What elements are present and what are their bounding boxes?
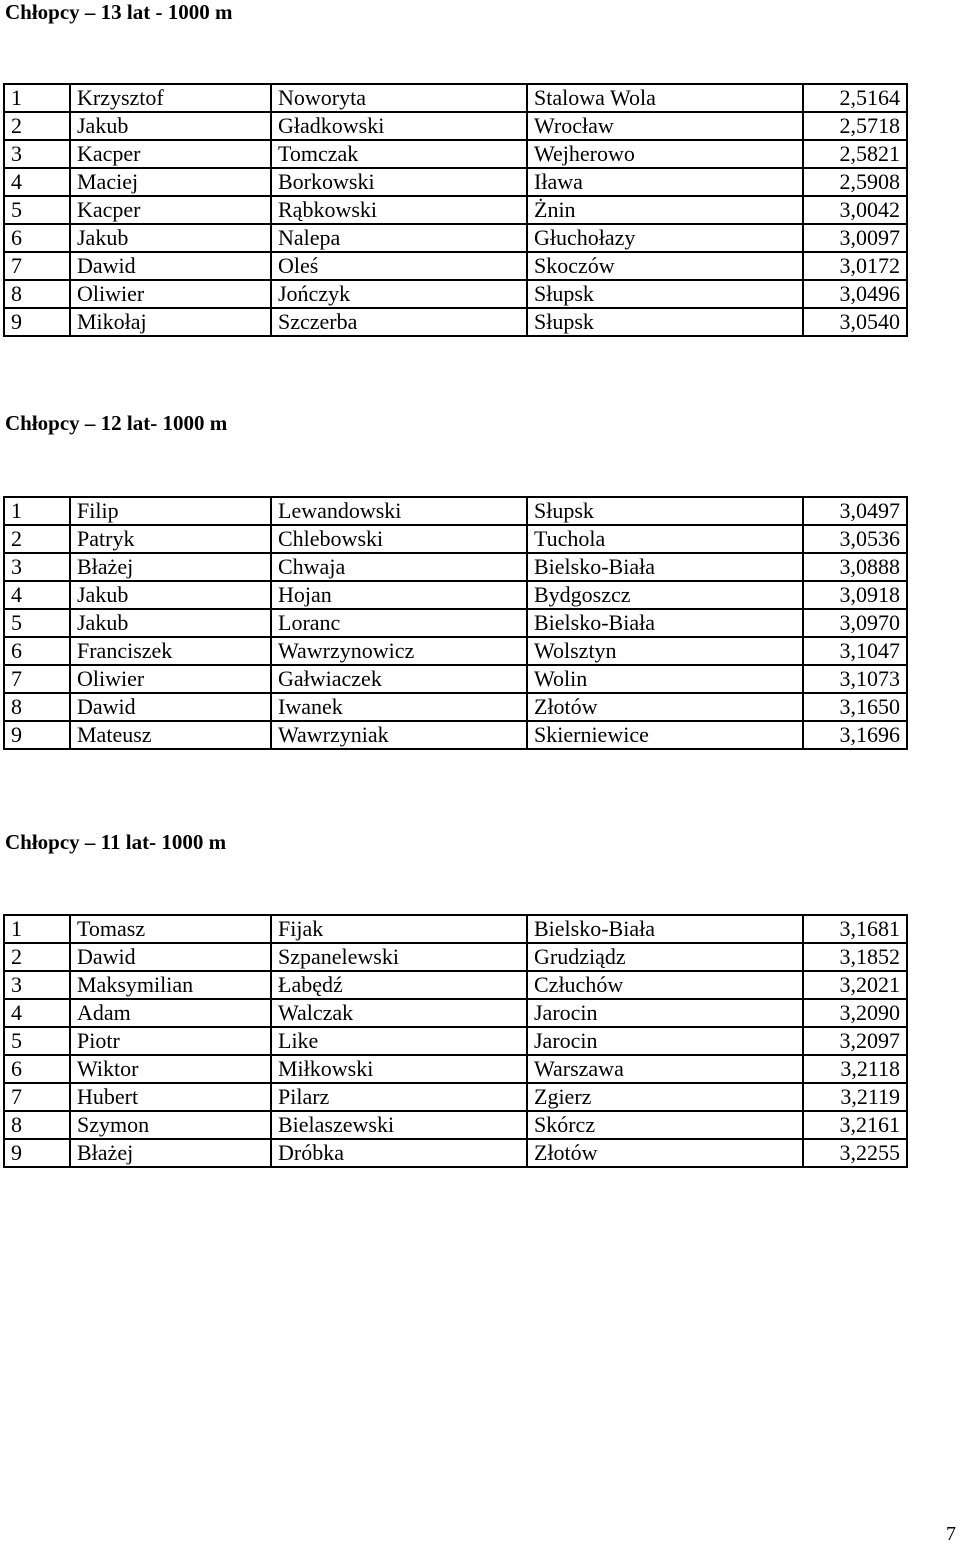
last-name-cell: Gładkowski — [271, 112, 527, 140]
last-name-cell: Like — [271, 1027, 527, 1055]
first-name-cell: Hubert — [70, 1083, 271, 1111]
time-cell: 3,0496 — [803, 280, 907, 308]
page-number: 7 — [946, 1523, 956, 1545]
time-cell: 3,0042 — [803, 196, 907, 224]
city-cell: Zgierz — [527, 1083, 803, 1111]
position-cell: 8 — [4, 280, 70, 308]
city-cell: Złotów — [527, 693, 803, 721]
position-cell: 3 — [4, 140, 70, 168]
time-cell: 3,0540 — [803, 308, 907, 336]
table-row — [4, 915, 907, 943]
time-cell: 3,1696 — [803, 721, 907, 749]
time-cell: 3,1852 — [803, 943, 907, 971]
position-cell: 9 — [4, 721, 70, 749]
table-row — [4, 609, 907, 637]
first-name-cell: Maksymilian — [70, 971, 271, 999]
last-name-cell: Łabędź — [271, 971, 527, 999]
city-cell: Wrocław — [527, 112, 803, 140]
position-cell: 1 — [4, 84, 70, 112]
last-name-cell: Oleś — [271, 252, 527, 280]
time-cell: 3,0888 — [803, 553, 907, 581]
last-name-cell: Hojan — [271, 581, 527, 609]
table-row — [4, 581, 907, 609]
time-cell: 3,0172 — [803, 252, 907, 280]
position-cell: 9 — [4, 1139, 70, 1167]
first-name-cell: Maciej — [70, 168, 271, 196]
last-name-cell: Wawrzyniak — [271, 721, 527, 749]
table-row — [4, 1055, 907, 1083]
results-table-13-lat — [3, 83, 908, 337]
table-row — [4, 693, 907, 721]
position-cell: 6 — [4, 1055, 70, 1083]
city-cell: Bielsko-Biała — [527, 553, 803, 581]
time-cell: 3,0536 — [803, 525, 907, 553]
table-row — [4, 112, 907, 140]
table-row — [4, 943, 907, 971]
position-cell: 2 — [4, 943, 70, 971]
last-name-cell: Szczerba — [271, 308, 527, 336]
city-cell: Wolsztyn — [527, 637, 803, 665]
time-cell: 3,0097 — [803, 224, 907, 252]
city-cell: Iława — [527, 168, 803, 196]
last-name-cell: Dróbka — [271, 1139, 527, 1167]
first-name-cell: Wiktor — [70, 1055, 271, 1083]
position-cell: 5 — [4, 609, 70, 637]
city-cell: Wejherowo — [527, 140, 803, 168]
time-cell: 3,1047 — [803, 637, 907, 665]
city-cell: Skórcz — [527, 1111, 803, 1139]
table-row — [4, 525, 907, 553]
time-cell: 2,5164 — [803, 84, 907, 112]
last-name-cell: Pilarz — [271, 1083, 527, 1111]
table-row — [4, 252, 907, 280]
position-cell: 3 — [4, 971, 70, 999]
first-name-cell: Franciszek — [70, 637, 271, 665]
city-cell: Słupsk — [527, 497, 803, 525]
time-cell: 3,2118 — [803, 1055, 907, 1083]
first-name-cell: Oliwier — [70, 280, 271, 308]
last-name-cell: Chlebowski — [271, 525, 527, 553]
first-name-cell: Piotr — [70, 1027, 271, 1055]
table-row — [4, 84, 907, 112]
position-cell: 7 — [4, 1083, 70, 1111]
time-cell: 2,5908 — [803, 168, 907, 196]
time-cell: 3,1681 — [803, 915, 907, 943]
table-row — [4, 553, 907, 581]
city-cell: Skierniewice — [527, 721, 803, 749]
last-name-cell: Nalepa — [271, 224, 527, 252]
last-name-cell: Bielaszewski — [271, 1111, 527, 1139]
first-name-cell: Mikołaj — [70, 308, 271, 336]
section-title-13-lat: Chłopcy – 13 lat - 1000 m — [5, 0, 233, 24]
city-cell: Głuchołazy — [527, 224, 803, 252]
first-name-cell: Adam — [70, 999, 271, 1027]
first-name-cell: Tomasz — [70, 915, 271, 943]
table-row — [4, 280, 907, 308]
last-name-cell: Borkowski — [271, 168, 527, 196]
position-cell: 1 — [4, 497, 70, 525]
position-cell: 1 — [4, 915, 70, 943]
last-name-cell: Lewandowski — [271, 497, 527, 525]
position-cell: 4 — [4, 999, 70, 1027]
table-row — [4, 971, 907, 999]
last-name-cell: Loranc — [271, 609, 527, 637]
first-name-cell: Dawid — [70, 252, 271, 280]
time-cell: 3,2255 — [803, 1139, 907, 1167]
last-name-cell: Noworyta — [271, 84, 527, 112]
position-cell: 5 — [4, 1027, 70, 1055]
last-name-cell: Miłkowski — [271, 1055, 527, 1083]
first-name-cell: Błażej — [70, 553, 271, 581]
first-name-cell: Jakub — [70, 112, 271, 140]
last-name-cell: Tomczak — [271, 140, 527, 168]
position-cell: 8 — [4, 1111, 70, 1139]
first-name-cell: Błażej — [70, 1139, 271, 1167]
first-name-cell: Patryk — [70, 525, 271, 553]
time-cell: 3,1650 — [803, 693, 907, 721]
position-cell: 9 — [4, 308, 70, 336]
time-cell: 2,5821 — [803, 140, 907, 168]
section-title-12-lat: Chłopcy – 12 lat- 1000 m — [5, 411, 228, 435]
city-cell: Warszawa — [527, 1055, 803, 1083]
table-row — [4, 1111, 907, 1139]
table-row — [4, 1139, 907, 1167]
city-cell: Bydgoszcz — [527, 581, 803, 609]
position-cell: 4 — [4, 581, 70, 609]
time-cell: 3,0497 — [803, 497, 907, 525]
time-cell: 2,5718 — [803, 112, 907, 140]
table-row — [4, 637, 907, 665]
last-name-cell: Walczak — [271, 999, 527, 1027]
first-name-cell: Kacper — [70, 196, 271, 224]
first-name-cell: Kacper — [70, 140, 271, 168]
first-name-cell: Krzysztof — [70, 84, 271, 112]
position-cell: 7 — [4, 252, 70, 280]
results-table-11-lat — [3, 914, 908, 1168]
last-name-cell: Rąbkowski — [271, 196, 527, 224]
city-cell: Słupsk — [527, 280, 803, 308]
city-cell: Tuchola — [527, 525, 803, 553]
first-name-cell: Filip — [70, 497, 271, 525]
city-cell: Grudziądz — [527, 943, 803, 971]
position-cell: 3 — [4, 553, 70, 581]
table-row — [4, 497, 907, 525]
last-name-cell: Gałwiaczek — [271, 665, 527, 693]
time-cell: 3,1073 — [803, 665, 907, 693]
table-row — [4, 1083, 907, 1111]
position-cell: 8 — [4, 693, 70, 721]
first-name-cell: Oliwier — [70, 665, 271, 693]
first-name-cell: Jakub — [70, 581, 271, 609]
city-cell: Wolin — [527, 665, 803, 693]
table-row — [4, 721, 907, 749]
table-row — [4, 1027, 907, 1055]
results-table-12-lat — [3, 496, 908, 750]
section-title-11-lat: Chłopcy – 11 lat- 1000 m — [5, 830, 227, 854]
time-cell: 3,2161 — [803, 1111, 907, 1139]
first-name-cell: Mateusz — [70, 721, 271, 749]
last-name-cell: Wawrzynowicz — [271, 637, 527, 665]
table-row — [4, 999, 907, 1027]
first-name-cell: Dawid — [70, 693, 271, 721]
position-cell: 5 — [4, 196, 70, 224]
table-row — [4, 196, 907, 224]
city-cell: Jarocin — [527, 999, 803, 1027]
time-cell: 3,2021 — [803, 971, 907, 999]
position-cell: 2 — [4, 525, 70, 553]
time-cell: 3,2090 — [803, 999, 907, 1027]
table-row — [4, 308, 907, 336]
city-cell: Złotów — [527, 1139, 803, 1167]
time-cell: 3,0918 — [803, 581, 907, 609]
table-row — [4, 140, 907, 168]
city-cell: Bielsko-Biała — [527, 609, 803, 637]
first-name-cell: Jakub — [70, 224, 271, 252]
first-name-cell: Jakub — [70, 609, 271, 637]
last-name-cell: Iwanek — [271, 693, 527, 721]
city-cell: Skoczów — [527, 252, 803, 280]
time-cell: 3,0970 — [803, 609, 907, 637]
last-name-cell: Jończyk — [271, 280, 527, 308]
city-cell: Człuchów — [527, 971, 803, 999]
last-name-cell: Szpanelewski — [271, 943, 527, 971]
position-cell: 4 — [4, 168, 70, 196]
time-cell: 3,2097 — [803, 1027, 907, 1055]
first-name-cell: Szymon — [70, 1111, 271, 1139]
city-cell: Słupsk — [527, 308, 803, 336]
city-cell: Żnin — [527, 196, 803, 224]
position-cell: 2 — [4, 112, 70, 140]
last-name-cell: Fijak — [271, 915, 527, 943]
table-row — [4, 665, 907, 693]
first-name-cell: Dawid — [70, 943, 271, 971]
position-cell: 6 — [4, 224, 70, 252]
city-cell: Jarocin — [527, 1027, 803, 1055]
time-cell: 3,2119 — [803, 1083, 907, 1111]
table-row — [4, 224, 907, 252]
last-name-cell: Chwaja — [271, 553, 527, 581]
position-cell: 6 — [4, 637, 70, 665]
table-row — [4, 168, 907, 196]
position-cell: 7 — [4, 665, 70, 693]
city-cell: Bielsko-Biała — [527, 915, 803, 943]
city-cell: Stalowa Wola — [527, 84, 803, 112]
